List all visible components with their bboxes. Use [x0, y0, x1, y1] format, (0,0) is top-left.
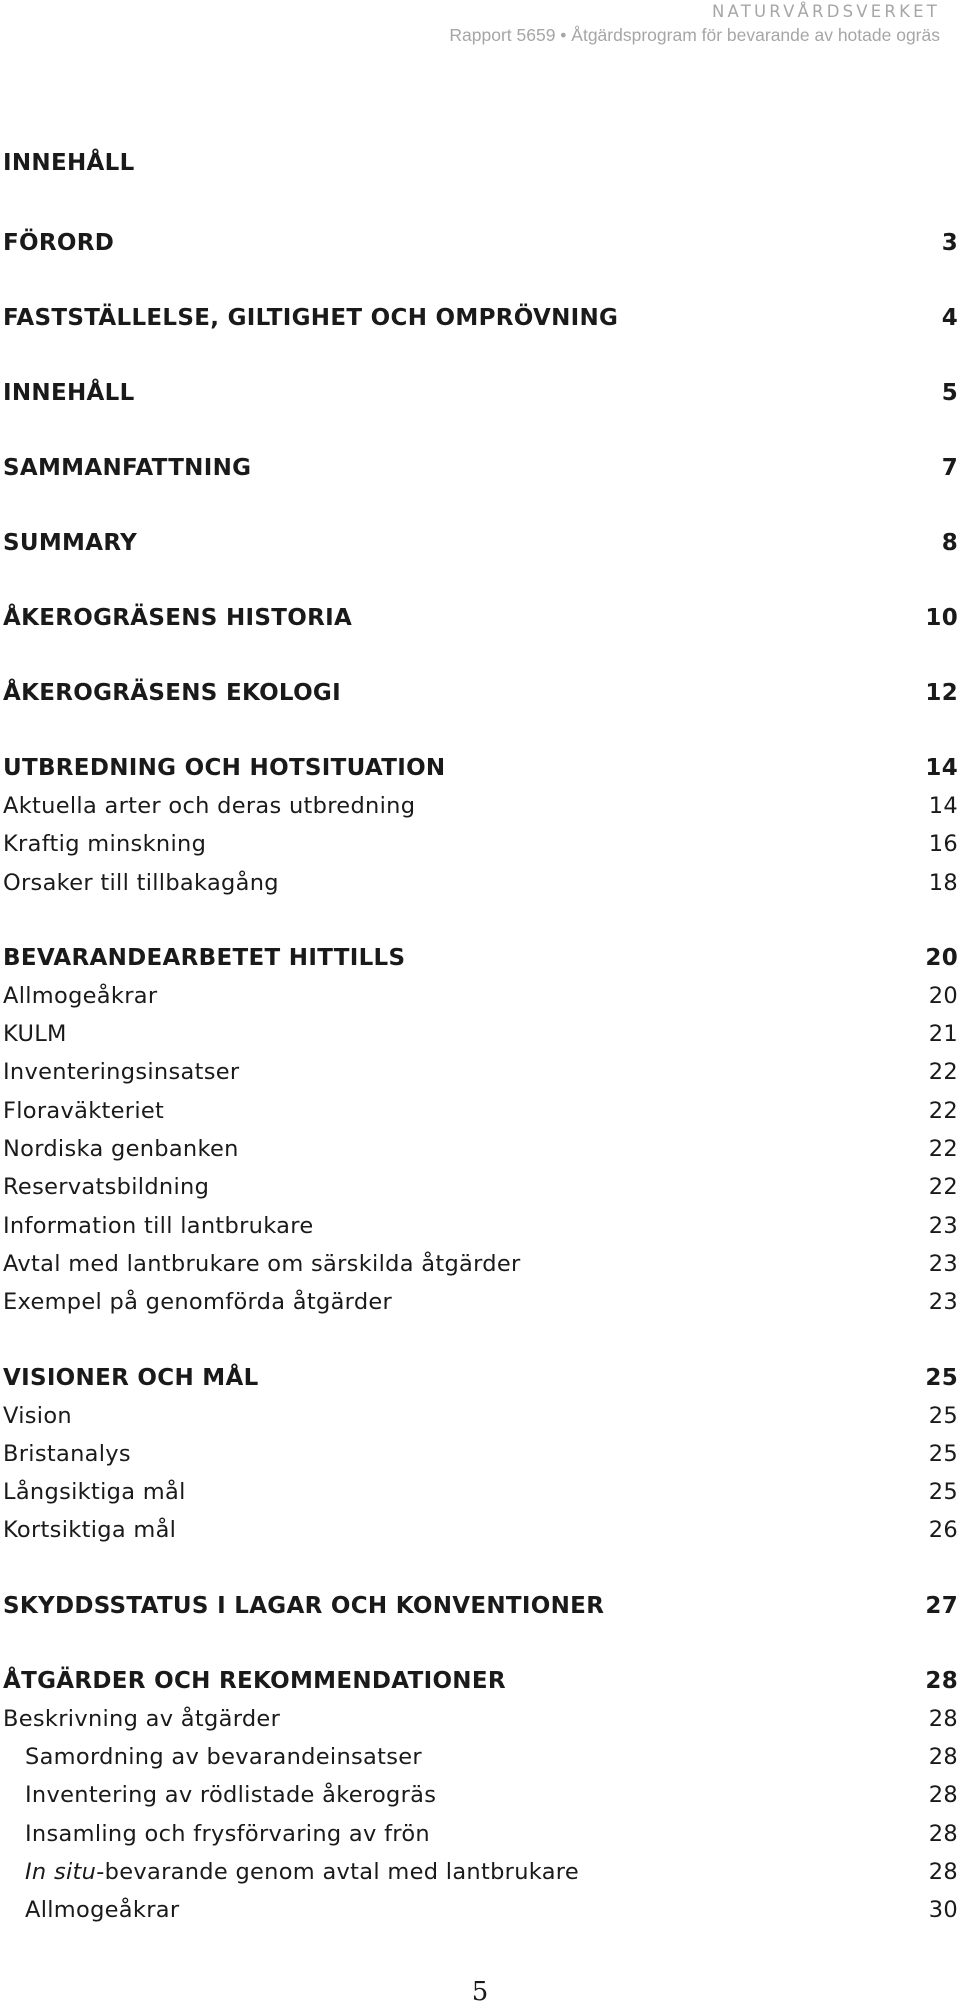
- toc-subsection-entry: [3, 1473, 958, 1511]
- toc-subsection-entry: [3, 1853, 958, 1891]
- toc-page-number: 23: [928, 1289, 958, 1316]
- organization-name: NATURVÅRDSVERKET: [712, 2, 940, 21]
- toc-entry-title: Nordiska genbanken: [3, 1136, 239, 1163]
- toc-page-number: 10: [925, 605, 958, 631]
- toc-entry-title: Orsaker till tillbakagång: [3, 869, 279, 896]
- toc-section: [3, 749, 958, 902]
- toc-subsection-entry: [3, 864, 958, 902]
- toc-chapter-entry: [3, 524, 958, 562]
- toc-section: [3, 939, 958, 1322]
- toc-subsection-entry: [3, 1245, 958, 1283]
- toc-entry-title: Samordning av bevarandeinsatser: [25, 1744, 422, 1771]
- toc-entry-title: Avtal med lantbrukare om särskilda åtgärder: [3, 1250, 521, 1277]
- toc-page-number: 18: [928, 869, 958, 896]
- toc-entry-title: Beskrivning av åtgärder: [3, 1705, 281, 1732]
- toc-section: [3, 599, 958, 637]
- toc-chapter-entry: [3, 674, 958, 712]
- toc-entry-title: Allmogeåkrar: [25, 1897, 180, 1924]
- toc-entry-title: SUMMARY: [3, 530, 138, 556]
- toc-page-number: 4: [941, 305, 958, 331]
- toc-page-number: 14: [928, 793, 958, 819]
- toc-subsection-entry: [3, 1511, 958, 1549]
- report-title: Rapport 5659 • Åtgärdsprogram för bevarande av hotade ogräs: [449, 25, 940, 45]
- toc-entry-title: UTBREDNING OCH HOTSITUATION: [3, 755, 446, 781]
- toc-entry-title: INNEHÅLL: [3, 380, 135, 406]
- toc-page-number: 22: [928, 1059, 958, 1086]
- toc-page-number: 22: [928, 1136, 958, 1163]
- toc-page-number: 28: [928, 1744, 958, 1771]
- toc-subsection-entry: [3, 1130, 958, 1168]
- toc-page-number: 16: [928, 831, 958, 858]
- toc-page-number: 14: [925, 755, 958, 781]
- toc-chapter-entry: [3, 224, 958, 262]
- toc-subsection-entry: [3, 1207, 958, 1245]
- toc-page-number: 12: [925, 680, 958, 706]
- toc-subsection-entry: [3, 1738, 958, 1776]
- toc-page-number: 28: [928, 1820, 958, 1847]
- toc-entry-title: KULM: [3, 1021, 67, 1048]
- toc-entry-title: Insamling och frysförvaring av frön: [25, 1820, 430, 1847]
- page-number: 5: [471, 1977, 489, 2007]
- toc-entry-title: [25, 1853, 579, 1891]
- toc-entry-title: Vision: [3, 1402, 72, 1429]
- page-title: INNEHÅLL: [3, 150, 135, 176]
- toc-section: [3, 299, 958, 337]
- toc-subsection-entry: [3, 977, 958, 1015]
- toc-chapter-entry: [3, 449, 958, 487]
- running-header: [449, 2, 940, 46]
- toc-entry-title: ÅKEROGRÄSENS HISTORIA: [3, 605, 353, 631]
- toc-page-number: 22: [928, 1174, 958, 1201]
- toc-entry-title: Inventeringsinsatser: [3, 1059, 240, 1086]
- toc-entry-title: FÖRORD: [3, 230, 115, 256]
- toc-subsection-entry: [3, 1700, 958, 1738]
- toc-page-number: 27: [925, 1592, 958, 1619]
- toc-entry-title: FASTSTÄLLELSE, GILTIGHET OCH OMPRÖVNING: [3, 305, 619, 331]
- toc-chapter-entry: [3, 599, 958, 637]
- toc-entry-title: Inventering av rödlistade åkerogräs: [25, 1782, 437, 1809]
- toc-chapter-entry: [3, 1662, 958, 1700]
- toc-section: [3, 674, 958, 712]
- toc-entry-title: ÅTGÄRDER OCH REKOMMENDATIONER: [3, 1667, 506, 1694]
- toc-section: [3, 1587, 958, 1625]
- toc-page-number: 7: [941, 455, 958, 481]
- toc-entry-title: Kortsiktiga mål: [3, 1517, 177, 1544]
- toc-page-number: 21: [928, 1021, 958, 1048]
- toc-subsection-entry: [3, 1397, 958, 1435]
- toc-entry-title: ÅKEROGRÄSENS EKOLOGI: [3, 680, 341, 706]
- toc-entry-title: Floraväkteriet: [3, 1097, 165, 1124]
- toc-page-number: 28: [925, 1667, 958, 1694]
- toc-page-number: 25: [928, 1440, 958, 1467]
- toc-chapter-entry: [3, 299, 958, 337]
- toc-page-number: 25: [928, 1479, 958, 1506]
- toc-chapter-entry: [3, 939, 958, 977]
- toc-entry-title: Information till lantbrukare: [3, 1212, 314, 1239]
- toc-page-number: 20: [928, 982, 958, 1009]
- toc-entry-title: Långsiktiga mål: [3, 1479, 186, 1506]
- toc-page-number: 25: [925, 1364, 958, 1391]
- toc-entry-title: Exempel på genomförda åtgärder: [3, 1289, 393, 1316]
- toc-section: [3, 1359, 958, 1550]
- toc-page-number: 22: [928, 1097, 958, 1124]
- toc-entry-title-rest: -bevarande genom avtal med lantbrukare: [96, 1858, 580, 1885]
- toc-entry-title: SKYDDSSTATUS I LAGAR OCH KONVENTIONER: [3, 1592, 605, 1619]
- toc-page-number: 28: [928, 1782, 958, 1809]
- toc-subsection-entry: [3, 1168, 958, 1206]
- toc-entry-title: Allmogeåkrar: [3, 982, 158, 1009]
- toc-subsection-entry: [3, 787, 958, 825]
- toc-page-number: 23: [928, 1212, 958, 1239]
- toc-page-number: 3: [941, 230, 958, 256]
- toc-page-number: 20: [925, 944, 958, 971]
- toc-subsection-entry: [3, 1283, 958, 1321]
- table-of-contents: [3, 224, 958, 1967]
- toc-page-number: 26: [928, 1517, 958, 1544]
- toc-entry-title: Reservatsbildning: [3, 1174, 210, 1201]
- toc-chapter-entry: [3, 1359, 958, 1397]
- toc-entry-title: Kraftig minskning: [3, 831, 207, 858]
- toc-section: [3, 449, 958, 487]
- toc-entry-title: SAMMANFATTNING: [3, 455, 252, 481]
- toc-page-number: 8: [941, 530, 958, 556]
- toc-entry-title: VISIONER OCH MÅL: [3, 1364, 259, 1391]
- toc-section: [3, 524, 958, 562]
- toc-entry-title: Aktuella arter och deras utbredning: [3, 793, 416, 819]
- toc-subsection-entry: [3, 1435, 958, 1473]
- toc-subsection-entry: [3, 1776, 958, 1814]
- toc-entry-title-italic: In situ: [25, 1858, 97, 1885]
- toc-section: [3, 374, 958, 412]
- toc-entry-title: BEVARANDEARBETET HITTILLS: [3, 944, 406, 971]
- toc-page-number: 28: [928, 1858, 958, 1885]
- toc-section: [3, 224, 958, 262]
- toc-subsection-entry: [3, 1891, 958, 1929]
- toc-subsection-entry: [3, 1053, 958, 1091]
- toc-page-number: 28: [928, 1705, 958, 1732]
- toc-chapter-entry: [3, 374, 958, 412]
- toc-chapter-entry: [3, 749, 958, 787]
- toc-page-number: 25: [928, 1402, 958, 1429]
- toc-subsection-entry: [3, 825, 958, 863]
- toc-page-number: 23: [928, 1250, 958, 1277]
- toc-subsection-entry: [3, 1015, 958, 1053]
- toc-subsection-entry: [3, 1815, 958, 1853]
- toc-page-number: 30: [928, 1897, 958, 1924]
- toc-subsection-entry: [3, 1092, 958, 1130]
- toc-section: [3, 1662, 958, 1930]
- toc-chapter-entry: [3, 1587, 958, 1625]
- toc-entry-title: Bristanalys: [3, 1440, 131, 1467]
- toc-page-number: 5: [941, 380, 958, 406]
